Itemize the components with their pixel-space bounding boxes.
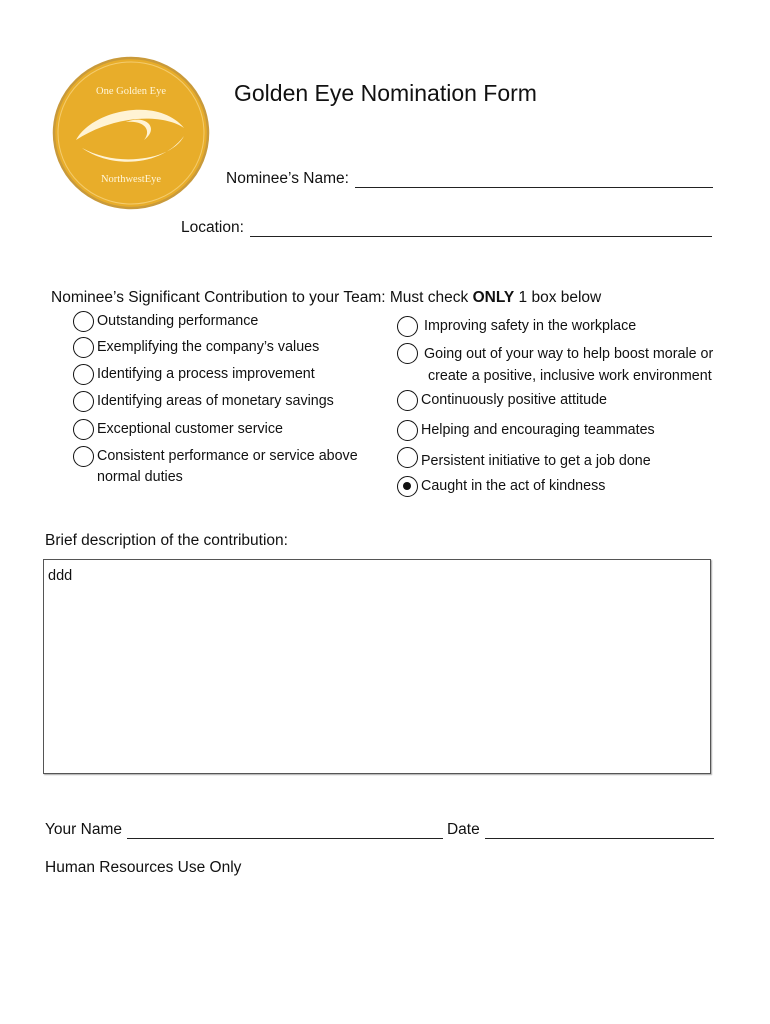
page-title: Golden Eye Nomination Form	[234, 80, 537, 106]
radio-button[interactable]	[397, 316, 418, 337]
location-row	[181, 219, 712, 237]
nominee-name-label: Nominee’s Name:	[226, 170, 349, 187]
location-label: Location:	[181, 219, 244, 236]
only-emphasis: ONLY	[472, 289, 515, 306]
radio-button[interactable]	[73, 311, 94, 332]
radio-button[interactable]	[397, 420, 418, 441]
description-label: Brief description of the contribution:	[45, 532, 288, 549]
radio-button[interactable]	[73, 391, 94, 412]
date-field[interactable]	[485, 824, 714, 839]
radio-button[interactable]	[73, 446, 94, 467]
option-encouraging-teammates[interactable]: Helping and encouraging teammates	[397, 420, 655, 441]
nominee-name-field[interactable]	[355, 173, 713, 188]
hr-use-only-label: Human Resources Use Only	[45, 859, 242, 876]
option-positive-attitude[interactable]: Continuously positive attitude	[397, 390, 607, 411]
option-act-of-kindness[interactable]: Caught in the act of kindness	[397, 476, 605, 497]
radio-button-selected[interactable]	[397, 476, 418, 497]
radio-button[interactable]	[73, 419, 94, 440]
option-monetary-savings[interactable]: Identifying areas of monetary savings	[73, 391, 334, 412]
description-textarea[interactable]: ddd	[43, 559, 711, 774]
golden-eye-logo	[52, 56, 210, 210]
your-name-label: Your Name	[45, 821, 122, 838]
radio-button[interactable]	[397, 390, 418, 411]
your-name-row	[45, 821, 714, 839]
option-outstanding-performance[interactable]: Outstanding performance	[73, 311, 258, 332]
nominee-name-row	[226, 170, 713, 188]
logo-bottom-text: NorthwestEye	[100, 174, 162, 185]
option-process-improvement[interactable]: Identifying a process improvement	[73, 364, 315, 385]
radio-button[interactable]	[73, 364, 94, 385]
date-label: Date	[446, 821, 480, 838]
logo-top-text: One Golden Eye	[96, 86, 166, 97]
option-workplace-safety[interactable]: Improving safety in the workplace	[397, 316, 636, 337]
radio-button[interactable]	[73, 337, 94, 358]
option-boost-morale[interactable]: Going out of your way to help boost morale or create a positive, inclusive work environment	[397, 343, 713, 387]
radio-button[interactable]	[397, 343, 418, 364]
contribution-instruction: Nominee’s Significant Contribution to your Team: Must check ONLY 1 box below	[51, 289, 602, 306]
option-consistent-performance[interactable]: Consistent performance or service above normal duties	[73, 446, 358, 488]
location-field[interactable]	[250, 222, 712, 237]
option-company-values[interactable]: Exemplifying the company’s values	[73, 337, 319, 358]
option-persistent-initiative[interactable]: Persistent initiative to get a job done	[397, 447, 651, 472]
radio-button[interactable]	[397, 447, 418, 468]
option-customer-service[interactable]: Exceptional customer service	[73, 419, 283, 440]
your-name-field[interactable]	[127, 824, 443, 839]
